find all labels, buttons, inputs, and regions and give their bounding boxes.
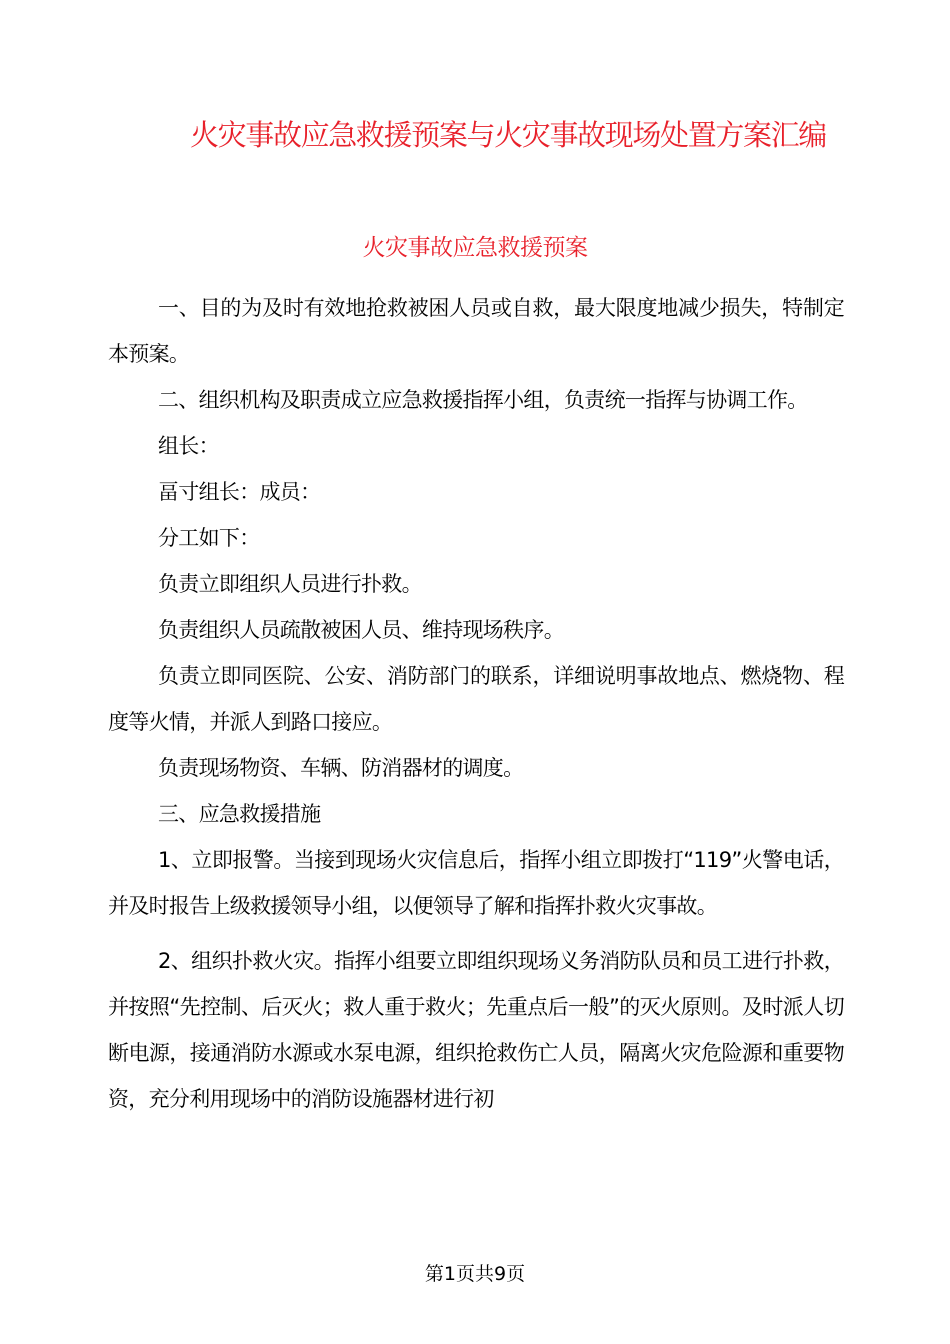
paragraph-organization: 二、组织机构及职责成立应急救援指挥小组，负责统一指挥与协调工作。 xyxy=(158,388,808,412)
paragraph-measure-extinguish: 2、组织扑救火灾。指挥小组要立即组织现场义务消防队员和员工进行扑救，并按照“先控制、后灭火；救人重于救火；先重点后一般”的灭火原则。及时派人切断电源，接通消防水源或水泵电源，组织抢救伤亡人员，隔离火灾危险源和重要物资，充分利用现场中的消防设施器材进行初 xyxy=(108,949,844,1111)
paragraph-duty-logistics: 负责现场物资、车辆、防消器材的调度。 xyxy=(158,756,524,780)
paragraph-duty-firefighting: 负责立即组织人员进行扑救。 xyxy=(158,572,422,596)
paragraph-leader: 组长： xyxy=(158,434,219,458)
paragraph-duty-liaison: 负责立即同医院、公安、消防部门的联系，详细说明事故地点、燃烧物、程度等火情，并派人到路口接应。 xyxy=(108,664,844,734)
paragraph-division: 分工如下： xyxy=(158,526,260,550)
document-title: 火灾事故应急救援预案与火灾事故现场处置方案汇编 xyxy=(190,118,826,152)
paragraph-measure-alarm: 1、立即报警。当接到现场火灾信息后，指挥小组立即拨打“119”火警电话，并及时报告上级救援领导小组，以便领导了解和指挥扑救火灾事故。 xyxy=(108,848,844,918)
paragraph-duty-evacuation: 负责组织人员疏散被困人员、维持现场秩序。 xyxy=(158,618,564,642)
page-footer: 第1页共9页 xyxy=(424,1263,526,1285)
paragraph-deputy-members: 畐寸组长：成员： xyxy=(158,480,321,504)
section-title: 火灾事故应急救援预案 xyxy=(362,235,588,261)
document-body xyxy=(108,285,844,1122)
paragraph-purpose: 一、目的为及时有效地抢救被困人员或自救，最大限度地减少损失，特制定本预案。 xyxy=(108,296,844,366)
paragraph-measures-heading: 三、应急救援措施 xyxy=(158,802,321,826)
